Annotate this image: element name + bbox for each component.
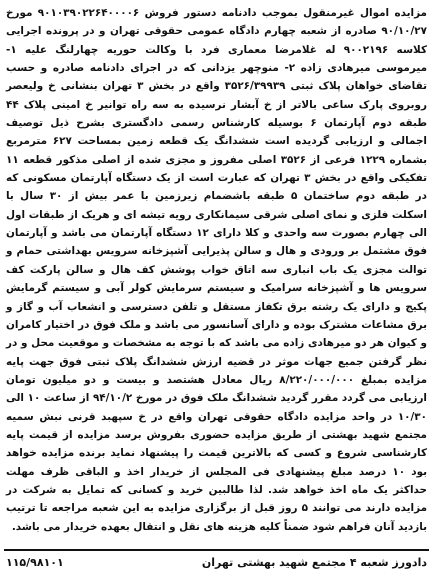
reference-number: ۱۱۵/۹۸۱۰۱ [6, 555, 64, 569]
signature-line: دادورز شعبه ۴ مجتمع شهید بهشتی تهران [201, 555, 427, 569]
footer-divider [4, 549, 429, 551]
notice-body: مزایده اموال غیرمنقول بموجب دادنامه دستور فروش ۹۰۱۰۳۹۰۲۲۶۴۰۰۰۰۶ مورخ ۹۰/۱۰/۲۷ صادره از شعبه چهارم دادگاه عمومی حقوقی تهران و در پرونده اجرایی کلاسه ۹۰۰۲۱۹۶ له غلامرضا معماری فرد با وکالت حوریه چهارلنگ علیه ۱- میرموسی میرهادی زاده ۲- منوچهر یزدانی که در اجرای دادنامه صادره و حسب تقاضای خواهان پلاک ثبتی ۳۵۲۶/۳۹۹۳۹ واقع در بخش ۳ تهران بنشانی خ ولیعصر روبروی پارک ساعی بالاتر از خ آبشار نرسیده به سه راه توانیر خ امینی پلاک ۴۴ طبقه دوم آپارتمان ۶ بوسیله کارشناس رسمی دادگستری بشرح ذیل توصیف اجمالی و ارزیابی گردیده است ششدانگ یک قطعه زمین بمساحت ۶۲۷ مترمربع بشماره ۱۲۲۹ فرعی از ۳۵۲۶ اصلی مفروز و مجزی شده از اصلی مذکور قطعه ۱۱ تفکیکی واقع در بخش ۳ تهران که عبارت است از یک دستگاه آپارتمان مسکونی که در طبقه دوم ساختمان ۵ طبقه باشضمام زیرزمین با عمر بیش از ۳۰ سال با اسکلت فلزی و نمای اصلی شرقی سیمانکاری رویه تیشه ای و هریک از طبقات اول الی چهارم بصورت سه واحدی و کلا دارای ۱۲ دستگاه آپارتمان می باشد و آپارتمان فوق مشتمل بر ورودی و هال و سالن پذیرایی آشپزخانه سرویس بهداشتی حمام و توالت مجزی یک باب انباری سه اتاق خواب پوشش کف هال و سالن پارکت کف سرویس ها و آشپزخانه سرامیک و سیستم سرمایش کولر آبی و سیستم گرمایش پکیج و دارای یک رشته برق تکفاز مستقل و تلفن دسترسی و انشعاب آب و گاز و برق مشاعات مشترک بوده و دارای آسانسور می باشد و ملک فوق در اختیار کامران و کیوان هر دو میرهادی زاده می باشد که با توجه به مشخصات و موقعیت محل و در نظر گرفتن جمیع جهات موثر در قضیه ارزش ششدانگ پلاک ثبتی فوق جهت پایه مزایده بمبلغ ۸/۲۲۰/۰۰۰/۰۰۰ ریال معادل هشتصد و بیست و دو میلیون تومان ارزیابی می گردد مقرر گردید ششدانگ ملک فوق در مورخ ۹۴/۱۰/۲ از ساعت ۱۰ الی ۱۰/۳۰ در واحد مزایده دادگاه حقوقی تهران واقع در خ سپهبد قرنی نبش سمیه مجتمع شهید بهشتی از طریق مزایده حضوری بفروش برسد مزایده از قیمت پایه کارشناسی شروع و کسی که بالاترین قیمت را پیشنهاد نماید برنده مزایده خواهد بود ۱۰ درصد مبلغ پیشنهادی فی المجلس از خریدار اخذ و الباقی ظرف مهلت حداکثر یک ماه اخذ خواهد شد. لذا طالبین خرید و کسانی که تمایل به شرکت در مزایده دارند می توانند ۵ روز قبل از برگزاری مزایده به این شعبه مراجعه تا ترتیب بازدید آنان فراهم شود ضمناً کلیه هزینه های نقل و انتقال بعهده خریدار می باشد. [6, 7, 428, 533]
notice-footer [6, 553, 427, 571]
